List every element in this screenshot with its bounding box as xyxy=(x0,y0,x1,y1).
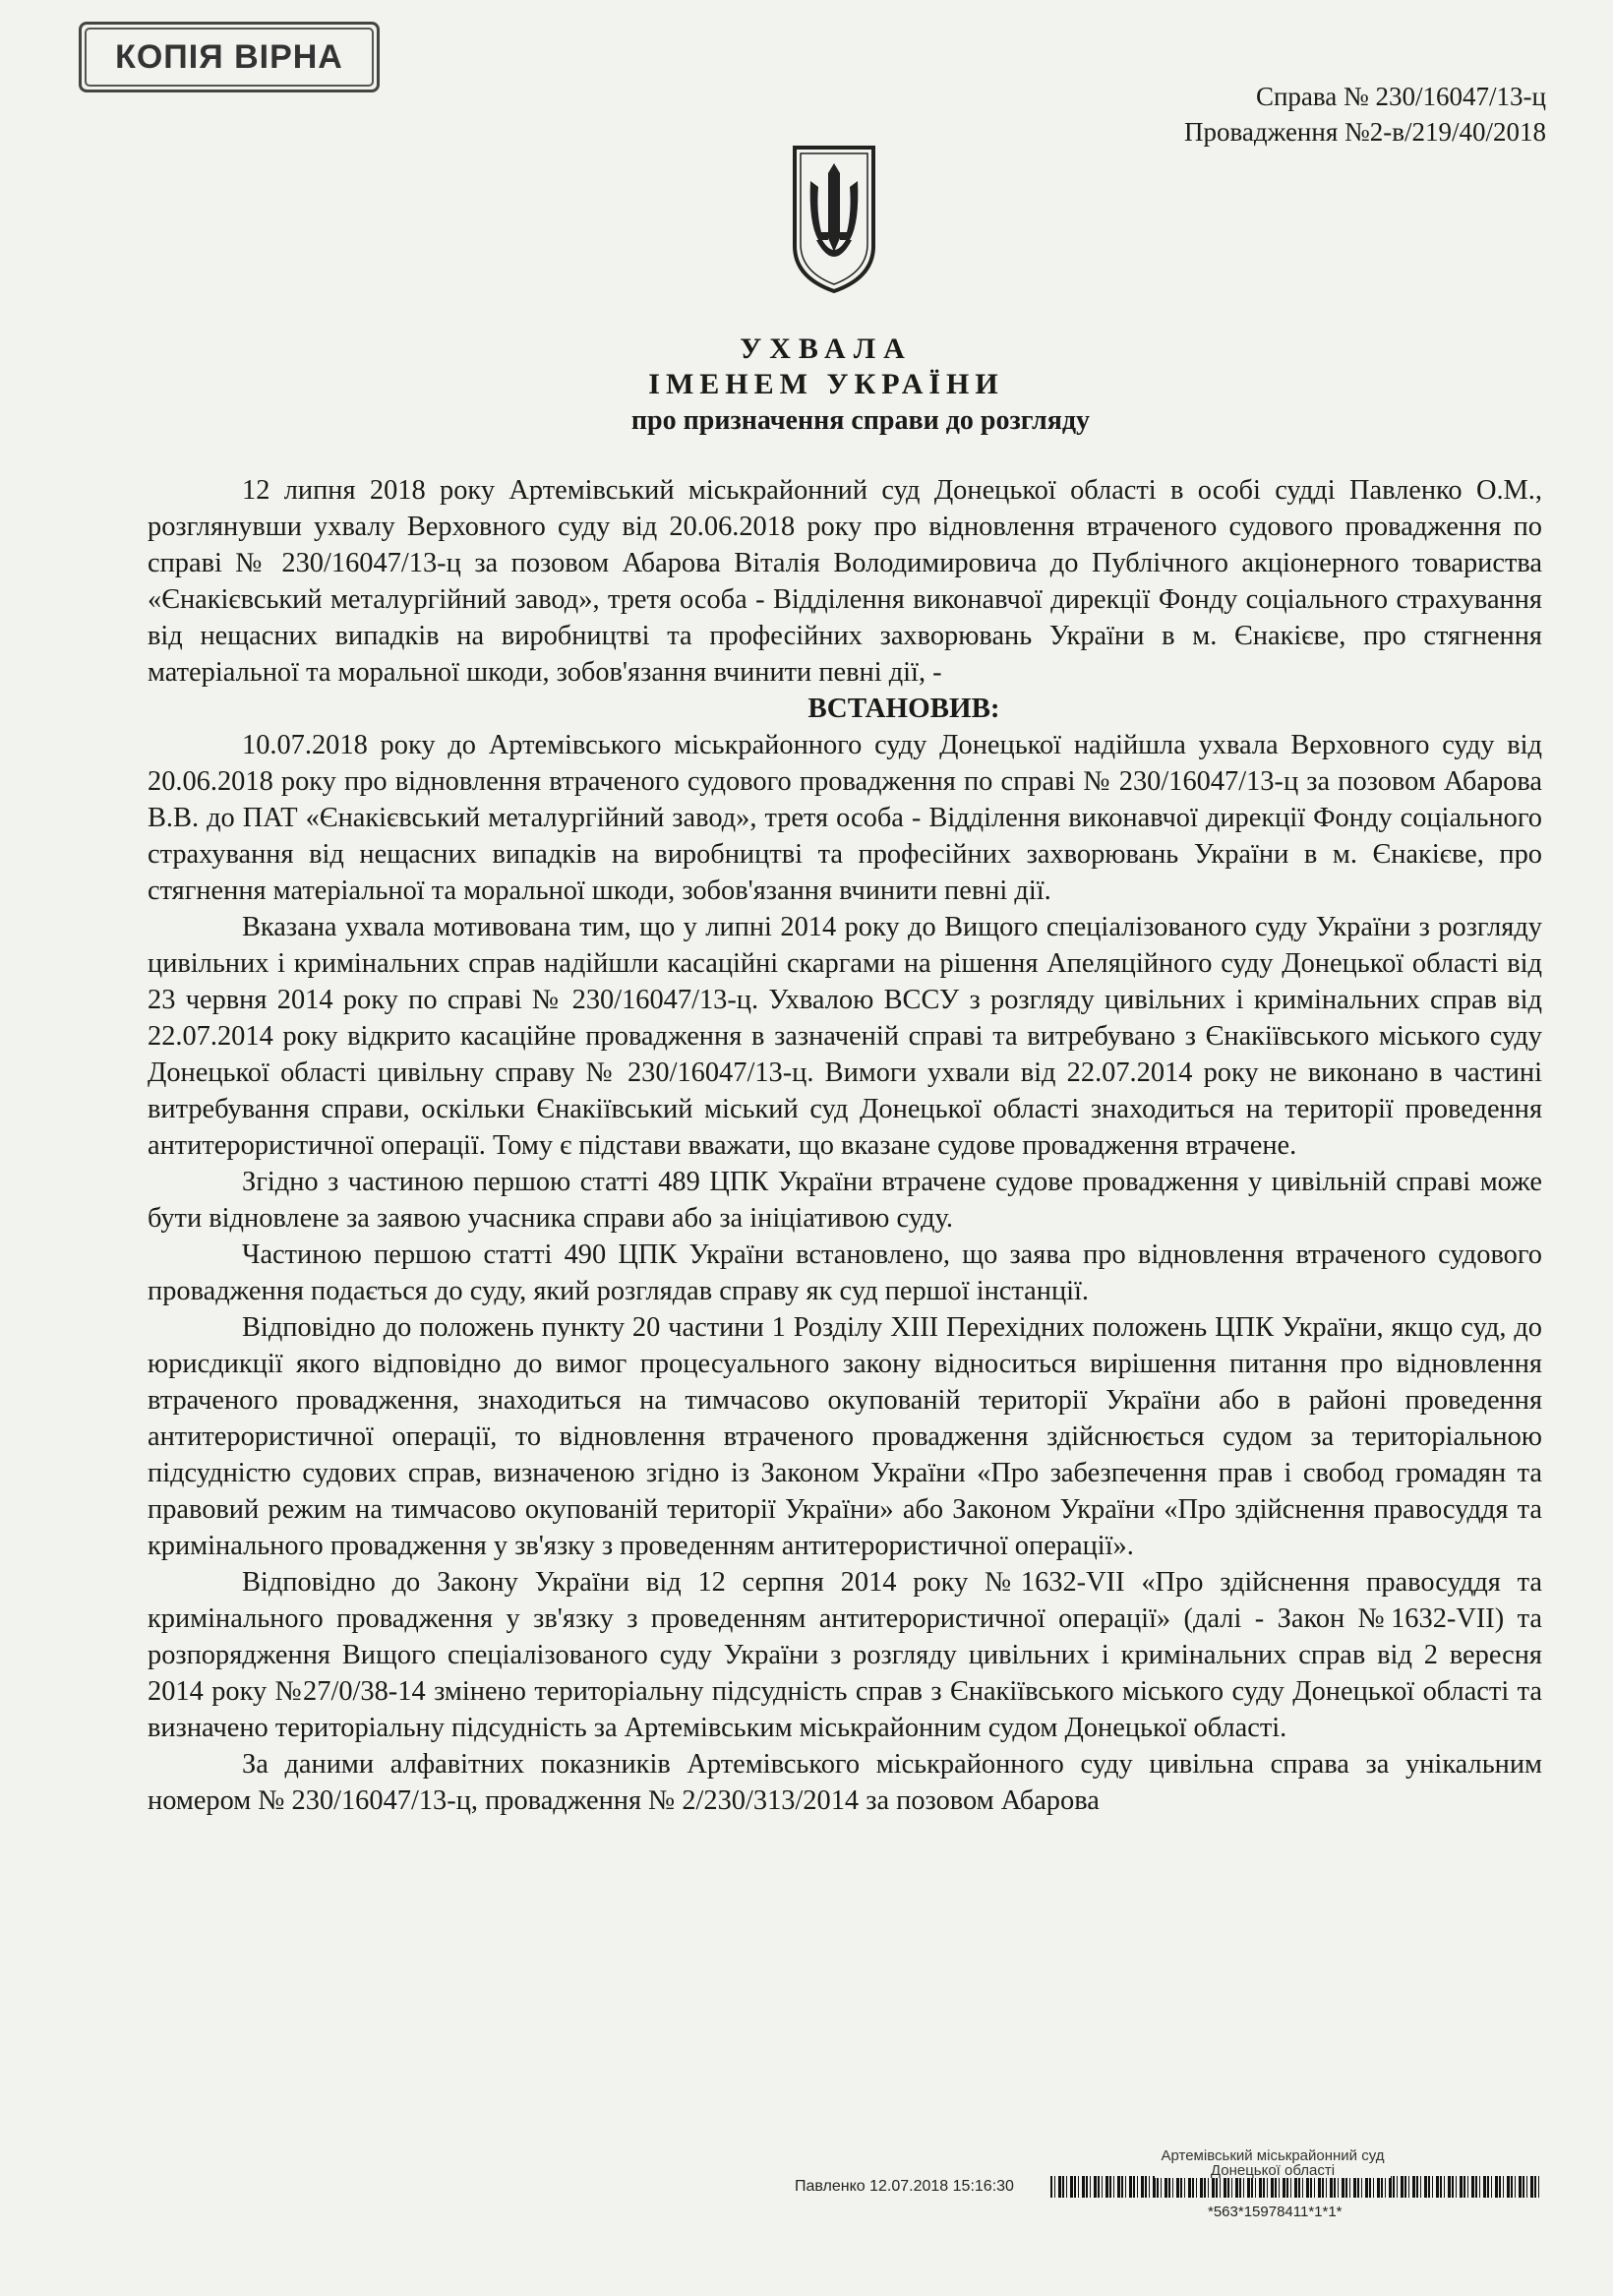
copy-stamp-text: КОПІЯ ВІРНА xyxy=(85,28,374,87)
barcode-code: *563*15978411*1*1* xyxy=(1208,2204,1343,2220)
paragraph: Вказана ухвала мотивована тим, що у липні 2014 року до Вищого спеціалізованого суду України з розгляду цивільних і кримінальних справ надійшли касаційні скаргами на рішення Апеляційного суду Донецької області від 23 червня 2014 року по справі № 230/16047/13-ц. Ухвалою ВССУ з розгляду цивільних і кримінальних справ від 22.07.2014 року відкрито касаційне провадження в зазначеній справі та витребувано з Єнакіївського міського суду Донецької області цивільну справу № 230/16047/13-ц. Вимоги ухвали від 22.07.2014 року не виконано в частині витребування справи, оскільки Єнакіївський міський суд Донецької області знаходиться на території проведення антитерористичної операції. Тому є підстави вважати, що вказане судове провадження втрачене. xyxy=(148,912,1542,1161)
case-number: Справа № 230/16047/13-ц xyxy=(1255,82,1546,111)
paragraph: 10.07.2018 року до Артемівського міськрайонного суду Донецької надійшла ухвала Верховного суду від 20.06.2018 року про відновлення втраченого судового провадження по справі № 230/16047/13-ц за позовом Абарова В.В. до ПАТ «Єнакієвський металургійний завод», третя особа - Відділення виконавчої дирекції Фонду соціального страхування від нещасних випадків на виробництві та професійних захворювань України в м. Єнакієве, про стягнення матеріальної та моральної шкоди, зобов'язання вчинити певні дії. xyxy=(148,730,1542,906)
paragraph: Частиною першою статті 490 ЦПК України встановлено, що заява про відновлення втраченого судового провадження подається до суду, який розглядав справу як суд першої інстанції. xyxy=(148,1239,1542,1306)
paragraph: За даними алфавітних показників Артемівського міськрайонного суду цивільна справа за унікальним номером № 230/16047/13-ц, провадження № 2/230/313/2014 за позовом Абарова xyxy=(148,1749,1542,1816)
paragraph: Згідно з частиною першою статті 489 ЦПК України втрачене судове провадження у цивільній справі може бути відновлене за заявою учасника справи або за ініціативою суду. xyxy=(148,1167,1542,1234)
court-name-label: Артемівський міськрайонний суд Донецької області xyxy=(1155,2148,1391,2178)
trident-coat-of-arms-icon xyxy=(789,144,879,293)
paragraph: Відповідно до положень пункту 20 частини 1 Розділу XIII Перехідних положень ЦПК України, якщо суд, до юрисдикції якого відповідно до вимог процесуального закону відноситься вирішення питання про відновлення втраченого провадження, знаходиться на тимчасово окупованій території України або в районі проведення антитерористичної операції, то відновлення втраченого провадження здійснюється судом за територіальною підсудністю судових справ, визначеною згідно із Законом України «Про забезпечення прав і свобод громадян та правовий режим на тимчасово окупованій території України» або Законом України «Про здійснення правосуддя та кримінального провадження у зв'язку з проведенням антитерористичної операції». xyxy=(148,1312,1542,1561)
e-signature-footer xyxy=(795,2148,1542,2247)
proceeding-number: Провадження №2-в/219/40/2018 xyxy=(1184,117,1546,147)
document-purpose: про призначення справи до розгляду xyxy=(630,405,1091,436)
document-title: УХВАЛА xyxy=(740,332,913,365)
copy-stamp xyxy=(79,22,380,92)
case-info xyxy=(1184,79,1546,150)
intro-paragraph: 12 липня 2018 року Артемівський міськрайонний суд Донецької області в особі судді Павленко О.М., розглянувши ухвалу Верховного суду від 20.06.2018 року про відновлення втраченого судового провадження по справі № 230/16047/13-ц за позовом Абарова Віталія Володимировича до Публічного акціонерного товариства «Єнакієвський металургійний завод», третя особа - Відділення виконавчої дирекції Фонду соціального страхування від нещасних випадків на виробництві та професійних захворювань України в м. Єнакієве, про стягнення матеріальної та моральної шкоди, зобов'язання вчинити певні дії, - xyxy=(148,475,1542,688)
paragraph: Відповідно до Закону України від 12 серпня 2014 року №1632-VII «Про здійснення правосуддя та кримінального провадження у зв'язку з проведенням антитерористичної операції» (далі - Закон №1632-VII) та розпорядження Вищого спеціалізованого суду України з розгляду цивільних і кримінальних справ від 2 вересня 2014 року №27/0/38-14 змінено територіальну підсудність справ з Єнакіївського міського суду Донецької області та визначено територіальну підсудність за Артемівським міськрайонним судом Донецької області. xyxy=(148,1567,1542,1743)
barcode xyxy=(1050,2176,1540,2198)
document-body xyxy=(148,472,1542,1819)
signer-timestamp: Павленко 12.07.2018 15:16:30 xyxy=(795,2178,1014,2195)
document-subtitle: ІМЕНЕМ УКРАЇНИ xyxy=(648,368,1004,400)
section-heading: ВСТАНОВИВ: xyxy=(807,693,1000,724)
